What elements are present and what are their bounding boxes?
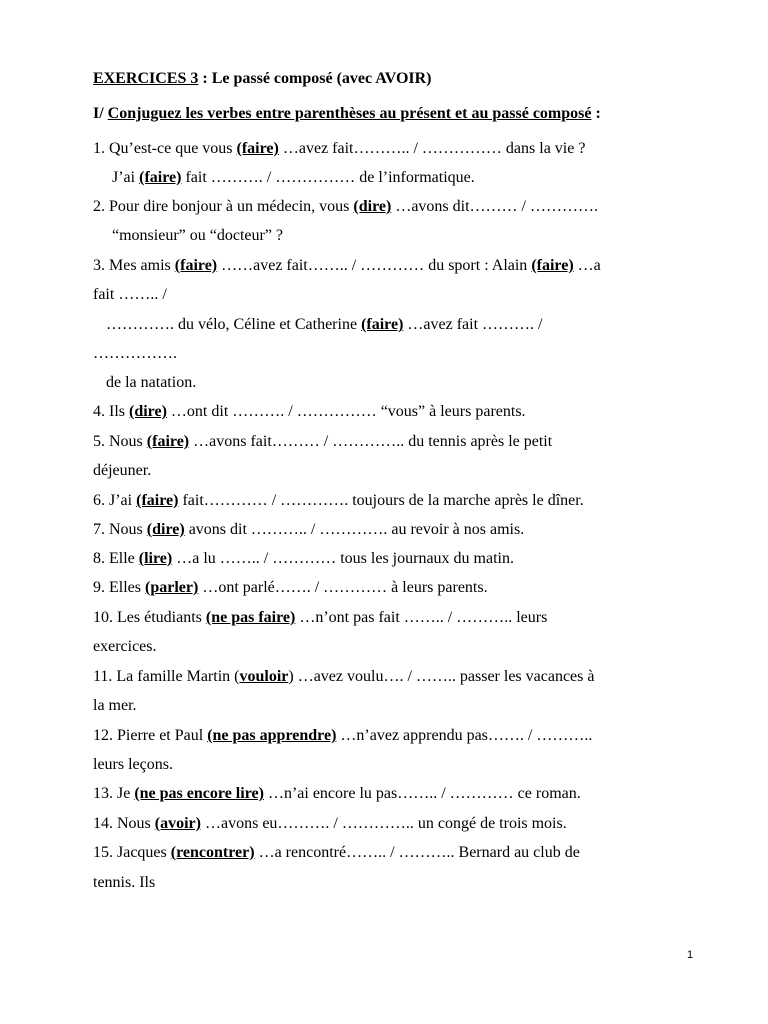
- verb-infinitive: (dire): [146, 521, 185, 538]
- line-text: avons dit ……….. / …………. au revoir à nos amis.: [184, 521, 525, 538]
- line-text: …avez fait……….. / …………… dans la vie ?: [278, 140, 586, 157]
- verb-infinitive: (faire): [531, 257, 574, 274]
- line-text: …n’ai encore lu pas…….. / ………… ce roman.: [263, 785, 581, 802]
- line-text: …avons dit……… / ………….: [391, 198, 598, 215]
- exercise-line: [93, 755, 173, 775]
- line-text: 3. Mes amis: [93, 257, 175, 274]
- exercise-line: [93, 843, 580, 863]
- exercise-line: [93, 784, 581, 804]
- line-text: 15. Jacques: [93, 844, 171, 861]
- exercise-line: [93, 608, 547, 628]
- line-text: …n’ont pas fait …….. / ……….. leurs: [295, 609, 548, 626]
- line-text: 8. Elle: [93, 550, 139, 567]
- exercise-line: [93, 285, 167, 305]
- line-text: fait …….. /: [93, 286, 167, 303]
- exercise-line: [93, 726, 592, 746]
- section-heading: [93, 104, 601, 124]
- title-label: EXERCICES 3: [93, 70, 199, 87]
- line-text: 11. La famille Martin (: [93, 668, 240, 685]
- exercise-line: [106, 315, 542, 335]
- line-text: …avez fait ………. /: [403, 316, 543, 333]
- exercise-line: [93, 461, 151, 481]
- line-text: …ont parlé……. / ………… à leurs parents.: [198, 579, 488, 596]
- line-text: 12. Pierre et Paul: [93, 727, 208, 744]
- verb-infinitive: (ne pas faire): [205, 609, 296, 626]
- line-text: 6. J’ai: [93, 492, 137, 509]
- exercise-line: [106, 373, 196, 393]
- verb-infinitive: (rencontrer): [170, 844, 255, 861]
- line-text: déjeuner.: [93, 462, 152, 479]
- line-text: …………….: [93, 345, 177, 362]
- line-text: 2. Pour dire bonjour à un médecin, vous: [93, 198, 354, 215]
- verb-infinitive: (ne pas encore lire): [134, 785, 264, 802]
- verb-infinitive: (faire): [236, 140, 279, 157]
- line-text: J’ai: [112, 169, 140, 186]
- line-text: …a: [573, 257, 601, 274]
- line-text: ……avez fait…….. / ………… du sport : Alain: [217, 257, 532, 274]
- exercise-line: [93, 402, 526, 422]
- line-text: leurs leçons.: [93, 756, 173, 773]
- line-text: …ont dit ………. / …………… “vous” à leurs parents.: [166, 403, 526, 420]
- exercise-line: [93, 344, 177, 364]
- line-text: 7. Nous: [93, 521, 147, 538]
- line-text: 9. Elles: [93, 579, 145, 596]
- verb-infinitive: (faire): [361, 316, 404, 333]
- line-text: tennis. Ils: [93, 874, 156, 891]
- page-number: 1: [687, 949, 694, 961]
- exercise-line: [93, 696, 137, 716]
- line-text: 10. Les étudiants: [93, 609, 206, 626]
- verb-infinitive: (lire): [138, 550, 173, 567]
- section-number: I/: [93, 105, 108, 122]
- title-rest: : Le passé composé (avec AVOIR): [198, 70, 432, 87]
- exercise-line: [93, 578, 488, 598]
- verb-infinitive: vouloir: [239, 668, 289, 685]
- line-text: …………. du vélo, Céline et Catherine: [106, 316, 362, 333]
- exercise-line: [93, 549, 514, 569]
- line-text: 13. Je: [93, 785, 135, 802]
- line-text: “monsieur” ou “docteur” ?: [112, 227, 284, 244]
- line-text: de la natation.: [106, 374, 197, 391]
- line-text: …avons eu………. / ………….. un congé de trois mois.: [200, 815, 567, 832]
- verb-infinitive: (faire): [136, 492, 179, 509]
- verb-infinitive: (ne pas apprendre): [207, 727, 337, 744]
- verb-infinitive: (parler): [145, 579, 199, 596]
- verb-infinitive: (dire): [129, 403, 167, 420]
- verb-infinitive: (faire): [139, 169, 182, 186]
- section-instruction: Conjuguez les verbes entre parenthèses au présent et au passé composé: [107, 105, 592, 122]
- section-colon: :: [591, 105, 601, 122]
- exercise-line: [93, 637, 157, 657]
- verb-infinitive: (dire): [353, 198, 392, 215]
- exercise-line: [93, 491, 584, 511]
- line-text: 1. Qu’est-ce que vous: [93, 140, 237, 157]
- exercise-line: [93, 256, 601, 276]
- line-text: …a lu …….. / ………… tous les journaux du matin.: [172, 550, 514, 567]
- line-text: ) …avez voulu…. / …….. passer les vacances à: [288, 668, 595, 685]
- exercise-line: [93, 873, 155, 893]
- exercise-line: [93, 432, 552, 452]
- document-title: [93, 69, 432, 89]
- line-text: …n’avez apprendu pas……. / ………..: [336, 727, 593, 744]
- exercise-line: [93, 197, 598, 217]
- line-text: fait ………. / …………… de l’informatique.: [181, 169, 475, 186]
- exercise-line: [93, 667, 594, 687]
- exercise-line: [93, 814, 567, 834]
- exercise-line: [93, 520, 524, 540]
- line-text: 5. Nous: [93, 433, 147, 450]
- exercise-line: [112, 168, 475, 188]
- verb-infinitive: (avoir): [154, 815, 201, 832]
- verb-infinitive: (faire): [146, 433, 190, 450]
- line-text: 4. Ils: [93, 403, 129, 420]
- line-text: …avons fait……… / ………….. du tennis après le petit: [189, 433, 553, 450]
- line-text: la mer.: [93, 697, 137, 714]
- verb-infinitive: (faire): [174, 257, 218, 274]
- line-text: 14. Nous: [93, 815, 155, 832]
- exercise-line: [93, 139, 585, 159]
- line-text: exercices.: [93, 638, 157, 655]
- exercise-line: [112, 226, 283, 246]
- line-text: …a rencontré…….. / ……….. Bernard au club de: [254, 844, 580, 861]
- line-text: fait………… / …………. toujours de la marche après le dîner.: [178, 492, 584, 509]
